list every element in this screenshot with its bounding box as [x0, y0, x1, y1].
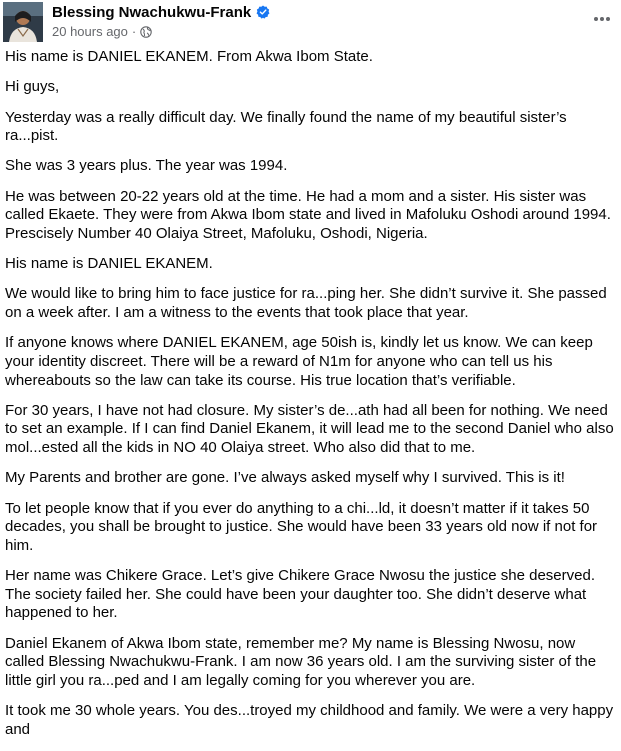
post-paragraph: His name is DANIEL EKANEM.	[5, 255, 213, 273]
post-header	[0, 0, 621, 46]
post-paragraph: If anyone knows where DANIEL EKANEM, age 50ish is, kindly let us know. We can keep your identity discreet. There will be a reward of N1m for anyone who can tell us his whereabouts so the law can take its course. His true location that’s verifiable.	[5, 334, 593, 389]
post-paragraph: My Parents and brother are gone. I’ve always asked myself why I survived. This is it!	[5, 469, 565, 487]
post-paragraph: He was between 20-22 years old at the time. He had a mom and a sister. His sister was called Ekaete. They were from Akwa Ibom state and lived in Mafoluku Oshodi around 1994. Prescisely Number 40 Olaiya Street, Mafoluku, Oshodi, Nigeria.	[5, 187, 611, 242]
post-paragraph: His name is DANIEL EKANEM. From Akwa Ibom State.	[5, 48, 373, 65]
post-paragraph: It took me 30 whole years. You des...troyed my childhood and family. We were a very happy and	[5, 701, 614, 738]
author-row	[52, 2, 270, 22]
profile-photo-icon	[3, 2, 43, 42]
post-paragraph: Yesterday was a really difficult day. We finally found the name of my beautiful sister’s ra...pist.	[5, 108, 567, 145]
meta-separator: ·	[131, 23, 137, 39]
post-meta	[52, 23, 152, 39]
post-paragraph: We would like to bring him to face justice for ra...ping her. She didn’t survive it. She passed on a week after. I am a witness to the events that took place that year.	[5, 285, 607, 322]
author-name[interactable]: Blessing Nwachukwu-Frank	[52, 3, 252, 21]
post-text	[5, 48, 617, 751]
verified-badge-icon	[256, 5, 270, 19]
post-paragraph: Her name was Chikere Grace. Let’s give Chikere Grace Nwosu the justice she deserved. The society failed her. She could have been your daughter too. She didn’t deserve what happened to her.	[5, 567, 595, 622]
more-options-button[interactable]	[589, 6, 615, 32]
post-timestamp[interactable]: 20 hours ago	[52, 23, 128, 39]
post-paragraph: To let people know that if you ever do anything to a chi...ld, it doesn’t matter if it takes 50 decades, you shall be brought to justice. She would have been 33 years old now if not for him.	[5, 499, 598, 554]
more-options-icon	[593, 16, 611, 22]
post-paragraph: For 30 years, I have not had closure. My sister’s de...ath had all been for nothing. We need to set an example. If I can find Daniel Ekanem, it will lead me to the second Daniel who also mol...ested all the kids in NO 40 Olaiya street. Who also did that to me.	[5, 401, 614, 456]
globe-icon[interactable]	[140, 25, 152, 37]
post-paragraph: She was 3 years plus. The year was 1994.	[5, 157, 288, 175]
post-paragraph: Hi guys,	[5, 78, 60, 96]
author-avatar[interactable]	[3, 2, 43, 42]
post-paragraph: Daniel Ekanem of Akwa Ibom state, remember me? My name is Blessing Nwosu, now called Blessing Nwachukwu-Frank. I am now 36 years old. I am the surviving sister of the little girl you ra...ped and I am legally coming for you wherever you are.	[5, 634, 597, 689]
